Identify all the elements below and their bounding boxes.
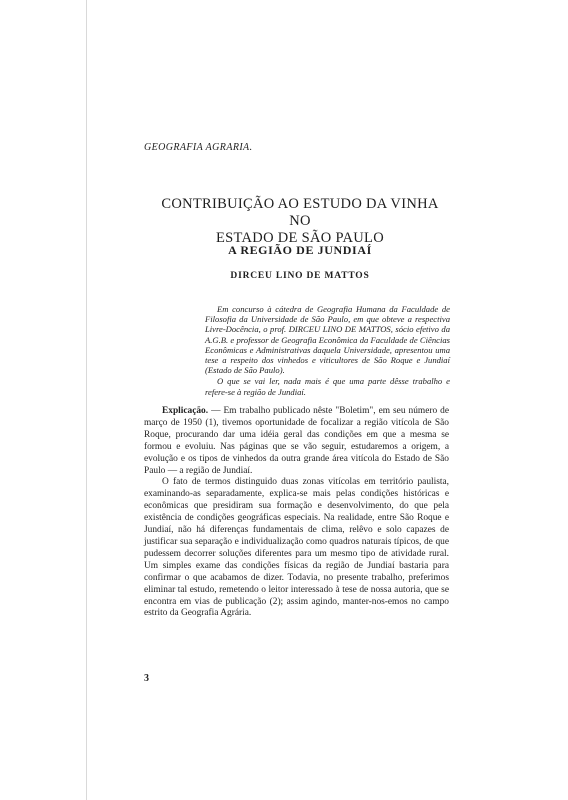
article-title-line-1: CONTRIBUIÇÃO AO ESTUDO DA VINHA NO [161, 196, 439, 229]
abstract-paragraph-1: Em concurso à cátedra de Geografia Humana da Faculdade de Filosofia da Universidade de São Paulo, em que obteve a respectiva Livre-Docência, o prof. DIRCEU LINO DE MATTOS, sócio efetivo da A.G.B. e professor de Geografia Econômica da Faculdade de Ciências Econômicas e Administrativas daquela Universidade, apresentou uma tese a respeito dos vinhedos e viticultores de São Roque e Jundiaí (Estado de São Paulo). [205, 304, 450, 376]
article-title-line-2: ESTADO DE SÃO PAULO [216, 230, 384, 246]
body-paragraph-1 [144, 406, 449, 477]
abstract [205, 304, 450, 397]
page-number: 3 [144, 673, 149, 684]
paragraph-lead: Explicação. [162, 406, 209, 416]
abstract-paragraph-2: O que se vai ler, nada mais é que uma parte dêsse trabalho e refere-se à região de Jundiaí. [205, 376, 450, 397]
scan-page-edge [86, 0, 87, 800]
body-text [144, 406, 449, 620]
body-paragraph-2: O fato de termos distinguido duas zonas vitícolas em território paulista, examinando-as separadamente, explica-se mais pelas condições históricas e econômicas que presidiram sua formação e desenvolvimento, do que pela existência de condições geográficas especiais. Na realidade, entre São Roque e Jundiaí, não há diferenças fundamentais de clima, relêvo e solo capazes de justificar sua separação e individualização como quadros naturais típicos, de que pudessem decorrer soluções diferentes para um mesmo tipo de atividade rural. Um simples exame das condições físicas da região de Jundiaí bastaria para confirmar o que acabamos de dizer. Todavia, no presente trabalho, preferimos eliminar tal estudo, remetendo o leitor interessado à tese de nossa autoria, que se encontra em vias de publicação (2); assim agindo, manter-nos-emos no campo estrito da Geografia Agrária. [144, 477, 449, 619]
section-label: GEOGRAFIA AGRARIA. [144, 142, 253, 153]
article-author: DIRCEU LINO DE MATTOS [230, 271, 370, 281]
body-paragraph-1-text: — Em trabalho publicado nêste "Boletim", em seu número de março de 1950 (1), tivemos oportunidade de focalizar a região vitícola de São Roque, procurando dar uma idéia geral das condições em que a mesma se formou e evoluiu. Nas páginas que se vão seguir, estudaremos a origem, a evolução e os tipos de vinhedos da outra grande área vitícola do Estado de São Paulo — a região de Jundiaí. [144, 406, 449, 476]
article-title [150, 196, 450, 247]
article-subtitle: A REGIÃO DE JUNDIAÍ [228, 243, 372, 257]
